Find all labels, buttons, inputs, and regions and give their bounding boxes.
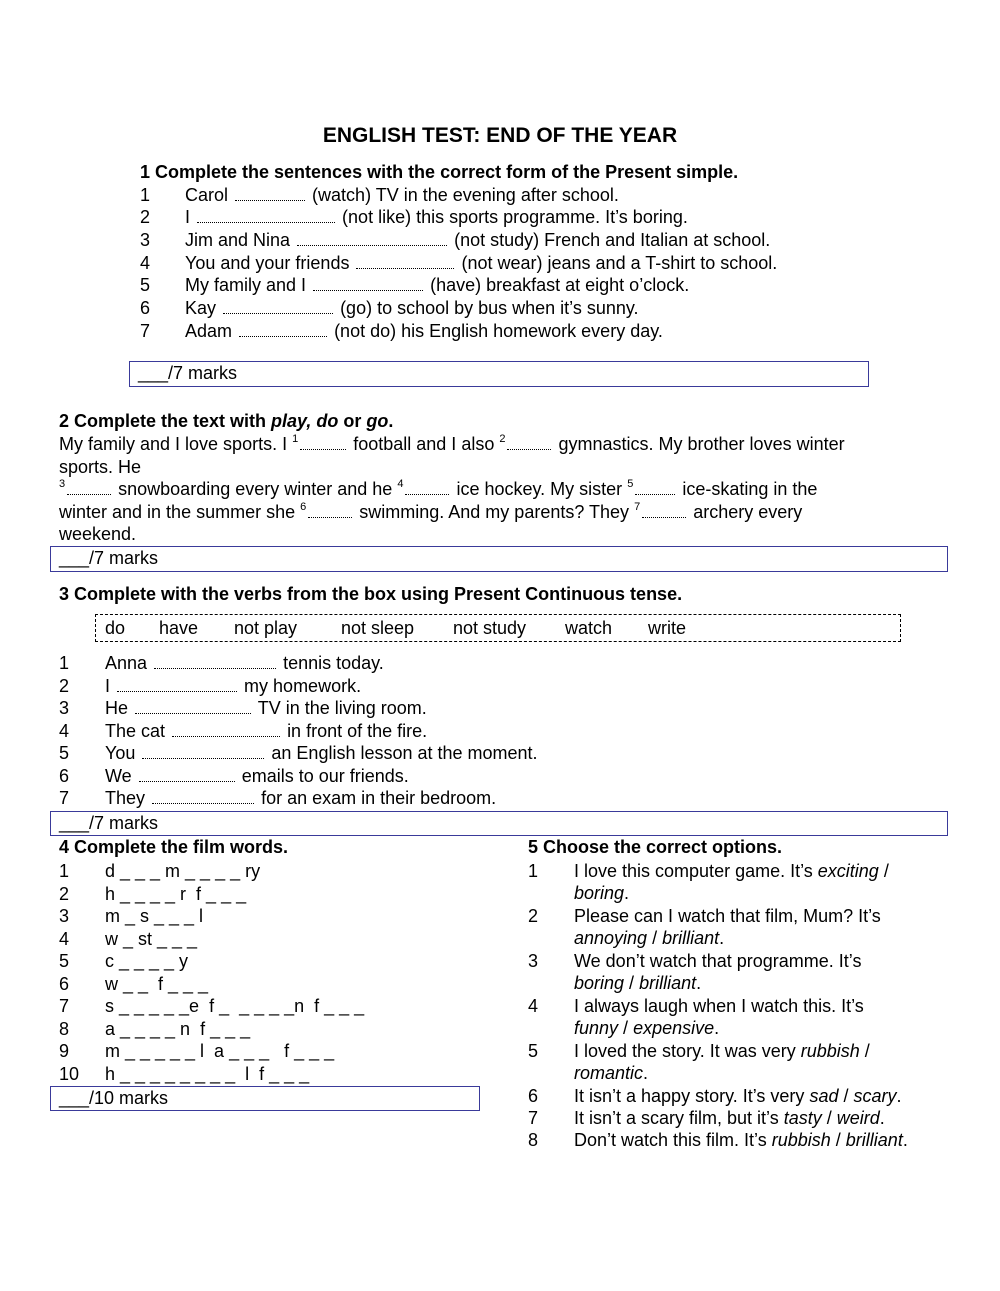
item-number: 10 bbox=[59, 1064, 80, 1084]
answer-blank[interactable] bbox=[300, 435, 346, 450]
section3-heading: 3 Complete with the verbs from the box using Present Continuous tense. bbox=[59, 584, 683, 604]
option[interactable]: annoying bbox=[574, 928, 648, 948]
answer-blank[interactable] bbox=[197, 208, 335, 223]
item-number: 7 bbox=[59, 996, 70, 1016]
punct: . bbox=[696, 973, 702, 993]
question-line bbox=[574, 882, 629, 904]
marks-box[interactable]: ___/7 marks bbox=[50, 811, 948, 836]
list-item bbox=[105, 675, 361, 697]
item-number: 5 bbox=[59, 951, 70, 971]
answer-blank[interactable] bbox=[635, 480, 675, 495]
list-item bbox=[140, 184, 150, 206]
prompt: my homework. bbox=[244, 676, 362, 696]
word-box-item: do bbox=[105, 618, 126, 638]
film-word: d _ _ _ m _ _ _ _ ry bbox=[105, 861, 261, 881]
answer-blank[interactable] bbox=[297, 231, 447, 246]
answer-blank[interactable] bbox=[239, 322, 327, 337]
film-word: h _ _ _ _ _ _ _ _ l f _ _ _ bbox=[105, 1064, 310, 1084]
subject: He bbox=[105, 698, 129, 718]
list-item-text bbox=[185, 229, 770, 251]
item-number: 8 bbox=[528, 1130, 539, 1150]
separator: / bbox=[859, 1041, 870, 1061]
film-word: c _ _ _ _ y bbox=[105, 951, 189, 971]
prompt: an English lesson at the moment. bbox=[271, 743, 538, 763]
answer-blank[interactable] bbox=[142, 744, 264, 759]
text: ice-skating in the bbox=[682, 479, 818, 499]
word-box-item: not study bbox=[453, 618, 527, 638]
item-number: 2 bbox=[140, 207, 151, 227]
item-number: 8 bbox=[59, 1019, 70, 1039]
film-word: m _ _ _ _ _ l a _ _ _ f _ _ _ bbox=[105, 1041, 335, 1061]
answer-blank[interactable] bbox=[139, 767, 235, 782]
section1-heading: 1 Complete the sentences with the correct form of the Present simple. bbox=[140, 162, 739, 182]
text-line: weekend. bbox=[59, 524, 137, 544]
separator: / bbox=[838, 1086, 854, 1106]
text: swimming. And my parents? They bbox=[359, 502, 630, 522]
question-line bbox=[574, 972, 701, 994]
prompt: (not study) French and Italian at school. bbox=[454, 230, 771, 250]
item-number: 5 bbox=[59, 743, 70, 763]
prompt: (not wear) jeans and a T-shirt to school. bbox=[461, 253, 778, 273]
film-word: s _ _ _ _ _e f _ _ _ _ _n f _ _ _ bbox=[105, 996, 365, 1016]
list-item-text bbox=[185, 297, 639, 319]
prompt: in front of the fire. bbox=[287, 721, 428, 741]
question-line bbox=[574, 1017, 719, 1039]
question-line bbox=[574, 1040, 870, 1062]
answer-blank[interactable] bbox=[356, 254, 454, 269]
question-text: Please can I watch that film, Mum? It’s bbox=[574, 906, 881, 926]
separator: / bbox=[878, 861, 889, 881]
question-line bbox=[574, 927, 724, 949]
film-word: h _ _ _ _ r f _ _ _ bbox=[105, 884, 247, 904]
list-item-text bbox=[185, 274, 689, 296]
gap-number: 7 bbox=[634, 501, 641, 513]
option[interactable]: rubbish bbox=[800, 1041, 860, 1061]
list-item-text bbox=[185, 320, 663, 342]
gap-number: 2 bbox=[499, 433, 506, 445]
item-number: 1 bbox=[140, 185, 151, 205]
punct: . bbox=[879, 1108, 885, 1128]
list-item bbox=[140, 274, 150, 296]
word-box-item: have bbox=[159, 618, 199, 638]
subject: We bbox=[105, 766, 132, 786]
subject: Jim and Nina bbox=[185, 230, 291, 250]
subject: My family and I bbox=[185, 275, 307, 295]
prompt: emails to our friends. bbox=[241, 766, 409, 786]
item-number: 3 bbox=[59, 906, 70, 926]
answer-blank[interactable] bbox=[235, 186, 305, 201]
question-line bbox=[574, 1129, 908, 1151]
answer-blank[interactable] bbox=[405, 480, 449, 495]
marks-box[interactable]: ___/7 marks bbox=[129, 361, 869, 387]
word-box-item: watch bbox=[565, 618, 613, 638]
option[interactable]: sad bbox=[809, 1086, 839, 1106]
gap-number: 1 bbox=[292, 433, 299, 445]
heading-option: go bbox=[366, 411, 389, 431]
text: football and I also bbox=[353, 434, 495, 454]
question-text: It isn’t a scary film, but it’s bbox=[574, 1108, 784, 1128]
item-number: 2 bbox=[528, 906, 539, 926]
separator: / bbox=[821, 1108, 837, 1128]
section2-heading bbox=[59, 410, 393, 432]
list-item bbox=[105, 765, 409, 787]
prompt: (watch) TV in the evening after school. bbox=[312, 185, 619, 205]
text: ice hockey. My sister bbox=[456, 479, 623, 499]
item-number: 5 bbox=[528, 1041, 539, 1061]
list-item bbox=[140, 206, 150, 228]
text: winter and in the summer she bbox=[59, 502, 296, 522]
item-number: 1 bbox=[59, 653, 70, 673]
question-text: We don’t watch that programme. It’s bbox=[574, 951, 862, 971]
subject: They bbox=[105, 788, 146, 808]
gap-number: 5 bbox=[627, 478, 634, 490]
text: My family and I love sports. I bbox=[59, 434, 288, 454]
page-title: ENGLISH TEST: END OF THE YEAR bbox=[322, 124, 678, 147]
question-line bbox=[574, 1062, 648, 1084]
option[interactable]: brilliant bbox=[639, 973, 697, 993]
list-item bbox=[140, 297, 150, 319]
item-number: 3 bbox=[528, 951, 539, 971]
option[interactable]: boring bbox=[574, 883, 625, 903]
separator: / bbox=[624, 973, 640, 993]
prompt: TV in the living room. bbox=[257, 698, 427, 718]
text: archery every bbox=[693, 502, 803, 522]
item-number: 4 bbox=[59, 721, 70, 741]
subject: I bbox=[185, 207, 191, 227]
section4-heading: 4 Complete the film words. bbox=[59, 837, 289, 857]
item-number: 7 bbox=[528, 1108, 539, 1128]
answer-blank[interactable] bbox=[642, 503, 686, 518]
item-number: 5 bbox=[140, 275, 151, 295]
subject: Kay bbox=[185, 298, 217, 318]
list-item bbox=[105, 652, 384, 674]
prompt: (not do) his English homework every day. bbox=[334, 321, 663, 341]
gap-number: 6 bbox=[300, 501, 307, 513]
punct: . bbox=[902, 1130, 908, 1150]
separator: / bbox=[618, 1018, 634, 1038]
option[interactable]: boring bbox=[574, 973, 625, 993]
question-line bbox=[574, 1085, 902, 1107]
text-line bbox=[59, 501, 802, 523]
question-text: Don’t watch this film. It’s bbox=[574, 1130, 772, 1150]
film-word: m _ s _ _ _ l bbox=[105, 906, 204, 926]
subject: Anna bbox=[105, 653, 148, 673]
question-line bbox=[574, 860, 889, 882]
heading-text: 2 Complete the text with bbox=[59, 411, 272, 431]
question-text: I love this computer game. It’s bbox=[574, 861, 818, 881]
answer-blank[interactable] bbox=[308, 503, 352, 518]
list-item bbox=[140, 320, 150, 342]
question-text: It isn’t a happy story. It’s very bbox=[574, 1086, 810, 1106]
punct: . bbox=[624, 883, 630, 903]
marks-box[interactable]: ___/10 marks bbox=[50, 1086, 480, 1111]
punct: . bbox=[719, 928, 725, 948]
option[interactable]: tasty bbox=[783, 1108, 822, 1128]
answer-blank[interactable] bbox=[223, 299, 333, 314]
film-word: a _ _ _ _ n f _ _ _ bbox=[105, 1019, 251, 1039]
item-number: 3 bbox=[59, 698, 70, 718]
question-line bbox=[574, 1107, 885, 1129]
answer-blank[interactable] bbox=[154, 654, 276, 669]
answer-blank[interactable] bbox=[172, 722, 280, 737]
list-item bbox=[105, 720, 427, 742]
question-text: I loved the story. It was very bbox=[574, 1041, 801, 1061]
prompt: tennis today. bbox=[283, 653, 384, 673]
subject: The cat bbox=[105, 721, 166, 741]
subject: You and your friends bbox=[185, 253, 350, 273]
list-item bbox=[105, 787, 496, 809]
word-box bbox=[95, 614, 901, 642]
gap-number: 3 bbox=[59, 478, 66, 490]
question-text: I always laugh when I watch this. It’s bbox=[574, 996, 864, 1016]
item-number: 3 bbox=[140, 230, 151, 250]
prompt: for an exam in their bedroom. bbox=[261, 788, 497, 808]
subject: You bbox=[105, 743, 136, 763]
item-number: 9 bbox=[59, 1041, 70, 1061]
item-number: 7 bbox=[59, 788, 70, 808]
answer-blank[interactable] bbox=[117, 677, 237, 692]
item-number: 4 bbox=[59, 929, 70, 949]
option[interactable]: romantic bbox=[574, 1063, 644, 1083]
item-number: 2 bbox=[59, 676, 70, 696]
item-number: 6 bbox=[140, 298, 151, 318]
list-item-text bbox=[185, 184, 619, 206]
option[interactable]: brilliant bbox=[845, 1130, 903, 1150]
list-item bbox=[105, 697, 427, 719]
separator: / bbox=[830, 1130, 846, 1150]
item-number: 6 bbox=[59, 974, 70, 994]
option[interactable]: exciting bbox=[817, 861, 879, 881]
answer-blank[interactable] bbox=[67, 480, 111, 495]
punct: . bbox=[643, 1063, 649, 1083]
subject: Carol bbox=[185, 185, 229, 205]
answer-blank[interactable] bbox=[135, 699, 251, 714]
prompt: (have) breakfast at eight o’clock. bbox=[430, 275, 690, 295]
word-box-item: write bbox=[648, 618, 687, 638]
option[interactable]: expensive bbox=[633, 1018, 715, 1038]
list-item-text bbox=[185, 252, 777, 274]
prompt: (go) to school by bus when it’s sunny. bbox=[340, 298, 639, 318]
item-number: 6 bbox=[528, 1086, 539, 1106]
list-item-text bbox=[185, 206, 688, 228]
item-number: 7 bbox=[140, 321, 151, 341]
punct: . bbox=[896, 1086, 902, 1106]
text: gymnastics. My brother loves winter bbox=[558, 434, 845, 454]
heading-text: or bbox=[338, 411, 367, 431]
option[interactable]: rubbish bbox=[771, 1130, 831, 1150]
option[interactable]: scary bbox=[853, 1086, 897, 1106]
answer-blank[interactable] bbox=[507, 435, 551, 450]
item-number: 4 bbox=[528, 996, 539, 1016]
list-item bbox=[105, 742, 538, 764]
text: snowboarding every winter and he bbox=[118, 479, 393, 499]
answer-blank[interactable] bbox=[152, 789, 254, 804]
heading-text: . bbox=[388, 411, 394, 431]
list-item bbox=[140, 252, 150, 274]
list-item bbox=[140, 229, 150, 251]
text-line bbox=[59, 478, 817, 500]
text-line: sports. He bbox=[59, 457, 142, 477]
prompt: (not like) this sports programme. It’s boring. bbox=[342, 207, 688, 227]
option[interactable]: weird bbox=[836, 1108, 880, 1128]
film-word: w _ st _ _ _ bbox=[105, 929, 198, 949]
option[interactable]: funny bbox=[574, 1018, 619, 1038]
answer-blank[interactable] bbox=[313, 276, 423, 291]
heading-option: play, do bbox=[271, 411, 339, 431]
section5-heading: 5 Choose the correct options. bbox=[528, 837, 783, 857]
word-box-item: not play bbox=[234, 618, 298, 638]
subject: I bbox=[105, 676, 111, 696]
film-word: w _ _ f _ _ _ bbox=[105, 974, 209, 994]
punct: . bbox=[714, 1018, 720, 1038]
option[interactable]: brilliant bbox=[662, 928, 720, 948]
item-number: 4 bbox=[140, 253, 151, 273]
separator: / bbox=[647, 928, 663, 948]
item-number: 6 bbox=[59, 766, 70, 786]
item-number: 1 bbox=[528, 861, 539, 881]
marks-box[interactable]: ___/7 marks bbox=[50, 546, 948, 572]
subject: Adam bbox=[185, 321, 233, 341]
text-line bbox=[59, 433, 845, 455]
item-number: 1 bbox=[59, 861, 70, 881]
item-number: 2 bbox=[59, 884, 70, 904]
word-box-item: not sleep bbox=[341, 618, 415, 638]
gap-number: 4 bbox=[397, 478, 404, 490]
